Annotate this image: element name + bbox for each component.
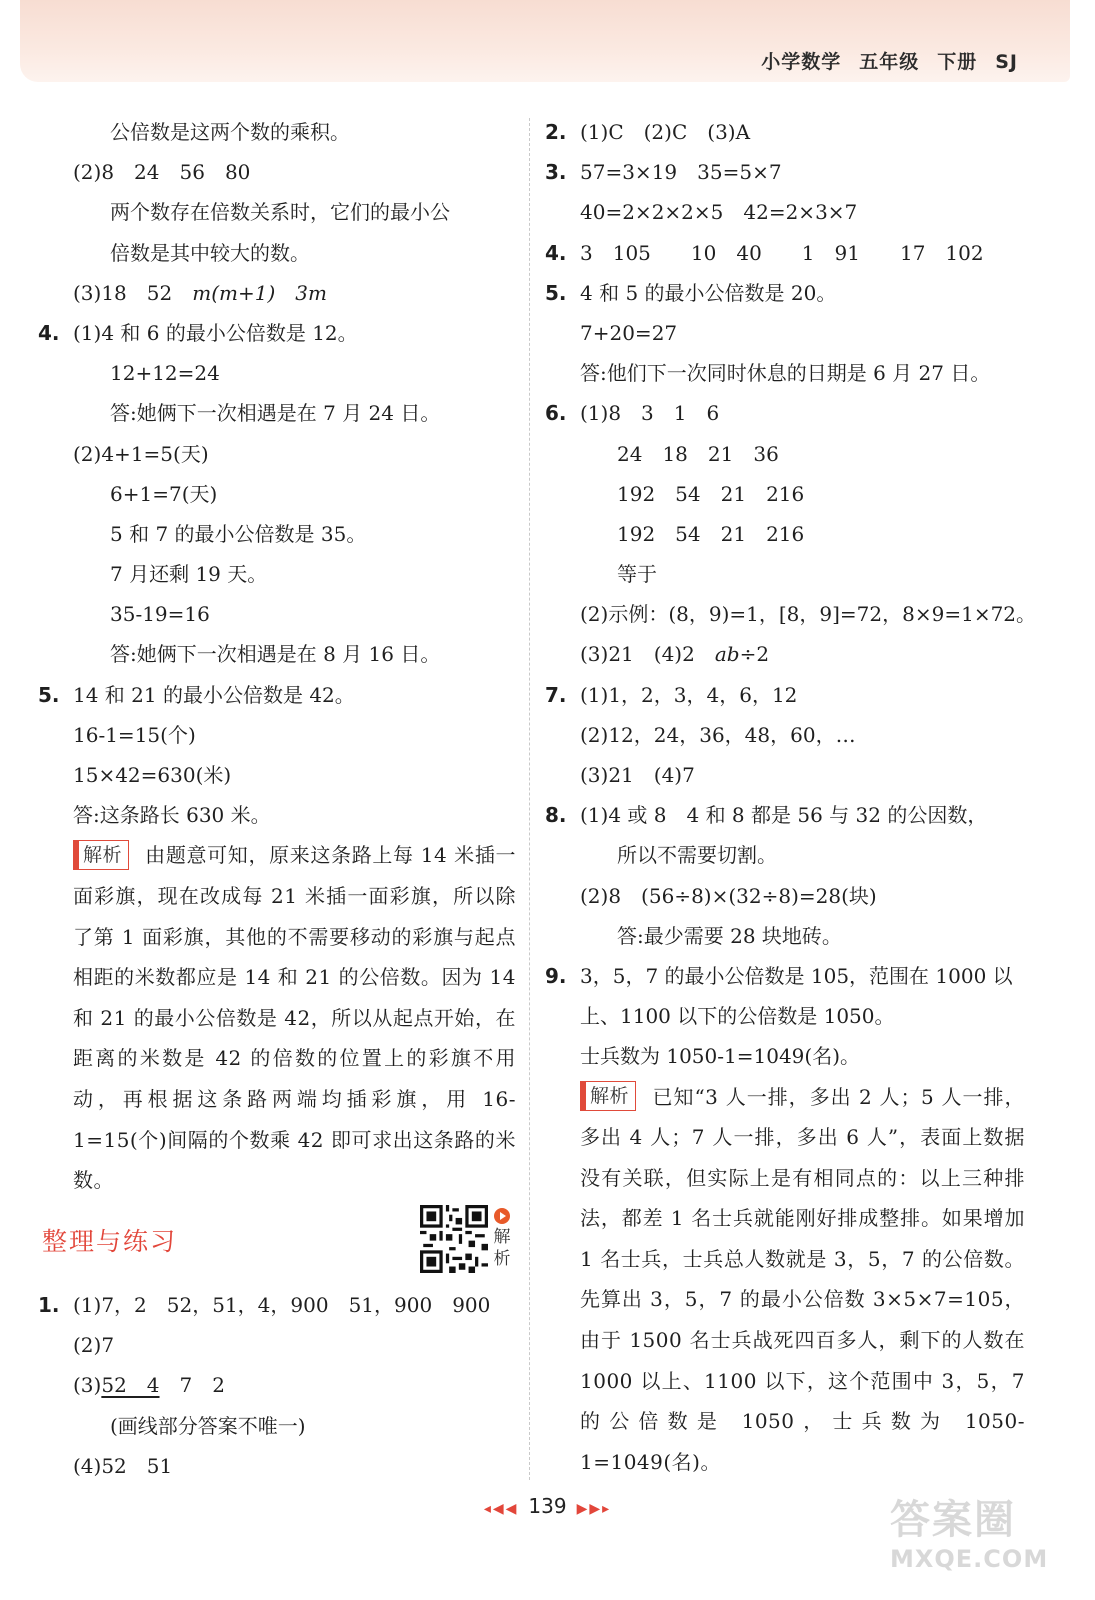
text-line: 答:她俩下一次相遇是在 8 月 16 日。: [110, 642, 441, 667]
text-segment: (1)4 或 8 4 和 8 都是 56 与 32 的公因数，: [580, 803, 988, 828]
question-4: [38, 313, 516, 353]
question-number: 7.: [545, 682, 567, 707]
text-line: 6+1=7(天): [110, 481, 218, 506]
text-line: (2)4+1=5(天): [73, 441, 209, 466]
text-line: 倍数是其中较大的数。: [110, 240, 310, 265]
text-line: 192 54 21 216: [617, 481, 805, 506]
analysis-tag: 解析: [580, 1081, 636, 1111]
text-line: 上、1100 以下的公倍数是 1050。: [580, 1004, 895, 1029]
qr-label[interactable]: [491, 1208, 513, 1270]
question-4: [545, 233, 1025, 273]
text-line: 答:她俩下一次相遇是在 7 月 24 日。: [110, 401, 441, 426]
page-header-band: [20, 0, 1070, 82]
text-segment: (1)1，2，3，4，6，12: [580, 682, 798, 707]
text-line: 15×42=630(米): [73, 763, 232, 787]
practice-1: [38, 1285, 516, 1325]
left-column: [38, 112, 516, 1201]
text-line: 答:他们下一次同时休息的日期是 6 月 27 日。: [580, 361, 991, 386]
header-subject: 小学数学: [761, 51, 842, 73]
text-line: [38, 273, 516, 313]
text-segment: 4 和 5 的最小公倍数是 20。: [580, 280, 837, 305]
watermark-text: 答案圈: [890, 1497, 1016, 1543]
text-line: (2)8 24 56 80: [73, 160, 251, 185]
text-segment: (1)7，2 52，51，4，900 51，900 900: [73, 1293, 491, 1317]
text-segment: 57=3×19 35=5×7: [580, 160, 782, 185]
question-5: [38, 675, 516, 715]
question-number: 5.: [545, 280, 567, 305]
question-number: 2.: [545, 120, 567, 144]
question-number: 5.: [38, 682, 60, 707]
text-line: [545, 634, 1025, 674]
question-number: 1.: [38, 1293, 60, 1317]
text-line: 所以不需要切割。: [617, 843, 777, 868]
header-info: [743, 47, 1018, 74]
section-title: 整理与练习: [42, 1227, 178, 1256]
header-grade: 五年级: [859, 51, 920, 73]
math-expression: 3m: [275, 280, 327, 305]
text-line: 24 18 21 36: [617, 441, 779, 466]
text-segment: (1)8 3 1 6: [580, 401, 720, 426]
text-segment: (1)C (2)C (3)A: [580, 120, 751, 144]
text-line: 12+12=24: [110, 361, 220, 386]
text-line: 5 和 7 的最小公倍数是 35。: [110, 521, 367, 546]
analysis-text: 由题意可知，原来这条路上每 14 米插一面彩旗，现在改成每 21 米插一面彩旗，所以除了第 1 面彩旗，其他的不需要移动的彩旗与起点相距的米数都应是 14 和 21 的公倍数。因为 14 和 21 的最小公倍数是 42，所以从起点开始，在距离的米数是 42 的倍数的位置上的彩旗不用动，再根据这条路两端均插彩旗，用 16-1=15(个)间隔的个数乘 42 即可求出这条路的米数。: [73, 843, 516, 1193]
text-line: 两个数存在倍数关系时，它们的最小公: [110, 200, 450, 225]
page-number: 139: [528, 1494, 567, 1518]
text-segment: 14 和 21 的最小公倍数是 42。: [73, 682, 355, 707]
column-divider: [529, 118, 530, 1480]
text-line: 7+20=27: [580, 320, 678, 345]
text-line: 192 54 21 216: [617, 521, 805, 546]
question-3: [545, 152, 1025, 192]
right-column: [545, 112, 1037, 1482]
text-line: 答:最少需要 28 块地砖。: [617, 923, 842, 948]
watermark-logo: [890, 1488, 1070, 1588]
text-line: 40=2×2×2×5 42=2×3×7: [580, 200, 858, 225]
text-line: (2)示例：(8，9)=1，[8，9]=72，8×9=1×72。: [580, 602, 1037, 627]
play-icon: [494, 1208, 510, 1224]
analysis-text: 已知“3 人一排，多出 2 人；5 人一排，多出 4 人；7 人一排，多出 6 人”，表面上数据没有关联，但实际上是有相同点的：以上三种排法，都差 1 名士兵就能刚好排成整排。如果增加 1 名士兵，士兵总人数就是 3，5，7 的公倍数。先算出 3，5，7 的最小公倍数 3×5×7=105，由于 1500 名士兵战死四百多人，剩下的人数在 1000 以上、1100 以下，这个范围中 3，5，7 的公倍数是 1050，士兵数为 1050-1=1049(名)。: [580, 1084, 1025, 1474]
question-7: [545, 675, 1025, 715]
question-number: 8.: [545, 803, 567, 828]
qr-label-text: 解析: [493, 1227, 511, 1269]
question-5: [545, 273, 1025, 313]
text-line: 答:这条路长 630 米。: [73, 803, 271, 828]
text-segment: 3 105 10 40 1 91 17 102: [580, 240, 984, 265]
text-line: (2)12，24，36，48，60，…: [580, 722, 856, 747]
text-line: 16-1=15(个): [73, 722, 196, 747]
math-expression: m(m+1): [192, 280, 276, 305]
question-9: [545, 956, 1025, 996]
text-line: [38, 1365, 516, 1405]
analysis-block: [38, 835, 516, 1200]
text-line: 35-19=16: [110, 602, 210, 627]
text-segment: (3)21 (4)2: [580, 642, 715, 667]
analysis-block: [545, 1077, 1025, 1483]
question-6: [545, 393, 1025, 433]
text-segment: (3): [73, 1373, 102, 1398]
watermark-url: MXQE.COM: [890, 1545, 1049, 1573]
question-8: [545, 795, 1025, 835]
text-line: (画线部分答案不唯一): [110, 1413, 306, 1438]
left-column-bottom: [38, 1285, 516, 1486]
text-line: 士兵数为 1050-1=1049(名)。: [580, 1044, 860, 1069]
header-edition: SJ: [995, 51, 1018, 73]
text-segment: ÷2: [739, 642, 770, 667]
text-line: (3)21 (4)7: [580, 763, 695, 787]
prev-arrows-icon[interactable]: ◂◀◀: [483, 1501, 519, 1517]
question-number: 4.: [38, 320, 60, 345]
question-2: [545, 112, 1025, 152]
question-number: 3.: [545, 160, 567, 185]
text-line: (2)8 (56÷8)×(32÷8)=28(块): [580, 883, 877, 908]
text-segment: 7 2: [159, 1373, 225, 1398]
question-number: 9.: [545, 963, 567, 988]
text-line: (4)52 51: [73, 1453, 173, 1478]
underlined-answer: 52 4: [101, 1373, 160, 1398]
next-arrows-icon[interactable]: ▶▶▸: [576, 1501, 612, 1517]
math-expression: ab: [714, 642, 740, 667]
question-number: 6.: [545, 401, 567, 426]
qr-code[interactable]: [420, 1205, 488, 1273]
header-volume: 下册: [937, 51, 978, 73]
text-line: 公倍数是这两个数的乘积。: [110, 120, 350, 144]
text-segment: 3，5，7 的最小公倍数是 105，范围在 1000 以: [580, 963, 1013, 988]
text-line: (2)7: [73, 1333, 115, 1358]
text-segment: (3)18 52: [73, 280, 193, 305]
text-line: 7 月还剩 19 天。: [110, 562, 268, 587]
text-line: 等于: [617, 562, 657, 587]
analysis-tag: 解析: [73, 840, 129, 870]
question-number: 4.: [545, 240, 567, 265]
text-segment: (1)4 和 6 的最小公倍数是 12。: [73, 320, 358, 345]
